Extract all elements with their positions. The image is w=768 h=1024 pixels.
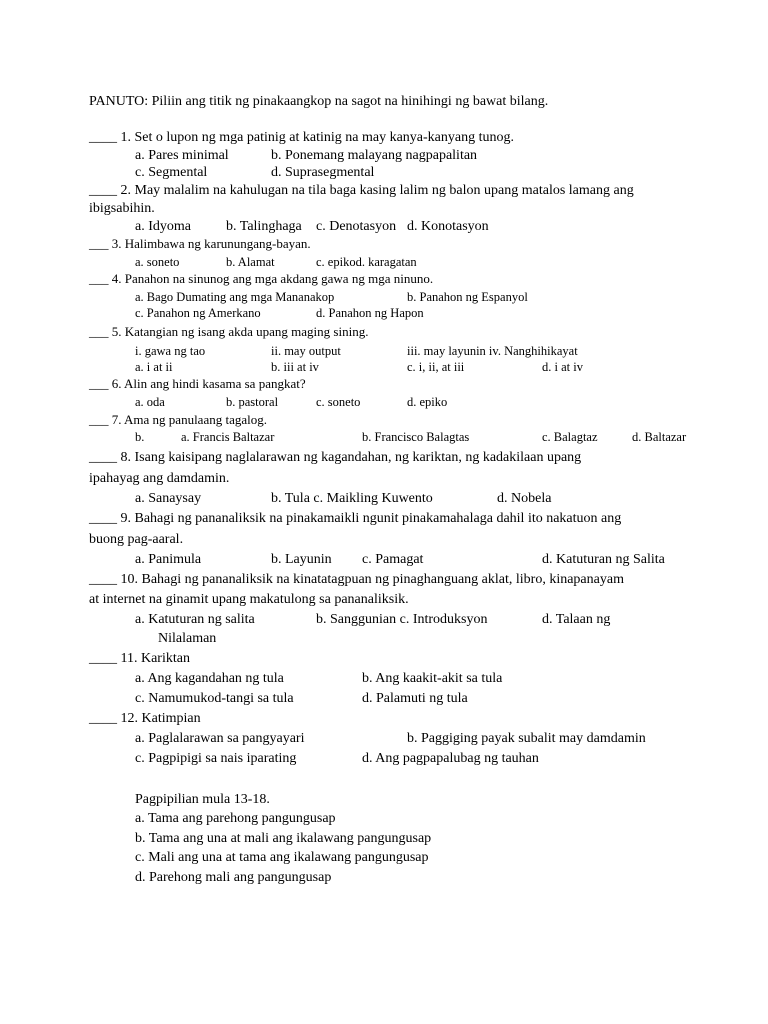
q11-option-d: d. Palamuti ng tula bbox=[362, 691, 468, 706]
q2-option-b: b. Talinghaga bbox=[226, 219, 302, 234]
q10-option-bc: b. Sanggunian c. Introduksyon bbox=[316, 612, 488, 627]
choice-b: b. Tama ang una at mali ang ikalawang pangungusap bbox=[135, 831, 432, 846]
question-9-cont: buong pag-aaral. bbox=[89, 532, 184, 547]
q5-statement-iii-iv: iii. may layunin iv. Nanghihikayat bbox=[407, 344, 578, 358]
question-11: ____ 11. Kariktan bbox=[89, 651, 190, 666]
question-2: ____ 2. May malalim na kahulugan na tila baga kasing lalim ng balon upang matalos lamang ang bbox=[89, 183, 634, 198]
q1-option-a: a. Pares minimal bbox=[135, 148, 229, 163]
instruction: PANUTO: Piliin ang titik ng pinakaangkop na sagot na hinihingi ng bawat bilang. bbox=[89, 94, 549, 109]
q7-option-c: c. Balagtaz bbox=[542, 430, 598, 444]
choices-heading: Pagpipilian mula 13-18. bbox=[135, 792, 270, 807]
q12-option-c: c. Pagpipigi sa nais iparating bbox=[135, 751, 297, 766]
question-1: ____ 1. Set o lupon ng mga patinig at katinig na may kanya-kanyang tunog. bbox=[89, 130, 514, 145]
q12-option-b: b. Paggiging payak subalit may damdamin bbox=[407, 731, 646, 746]
q4-option-a: a. Bago Dumating ang mga Mananakop bbox=[135, 290, 335, 304]
q12-option-a: a. Paglalarawan sa pangyayari bbox=[135, 731, 305, 746]
q2-option-d: d. Konotasyon bbox=[407, 219, 489, 234]
q6-option-c: c. soneto bbox=[316, 395, 361, 409]
q8-option-d: d. Nobela bbox=[497, 491, 552, 506]
q9-option-b: b. Layunin bbox=[271, 552, 332, 567]
question-4: ___ 4. Panahon na sinunog ang mga akdang gawa ng mga ninuno. bbox=[89, 271, 434, 286]
q6-option-b: b. pastoral bbox=[226, 395, 279, 409]
q11-option-a: a. Ang kagandahan ng tula bbox=[135, 671, 284, 686]
q7-option-d: d. Baltazar bbox=[632, 430, 687, 444]
q11-option-c: c. Namumukod-tangi sa tula bbox=[135, 691, 294, 706]
q4-option-d: d. Panahon ng Hapon bbox=[316, 306, 424, 320]
q9-option-a: a. Panimula bbox=[135, 552, 202, 567]
q1-option-b: b. Ponemang malayang nagpapalitan bbox=[271, 148, 478, 163]
q9-option-c: c. Pamagat bbox=[362, 552, 424, 567]
question-8-cont: ipahayag ang damdamin. bbox=[89, 471, 230, 486]
question-3: ___ 3. Halimbawa ng karunungang-bayan. bbox=[89, 236, 311, 251]
q8-option-a: a. Sanaysay bbox=[135, 491, 202, 506]
q3-option-a: a. soneto bbox=[135, 255, 180, 269]
q9-option-d: d. Katuturan ng Salita bbox=[542, 552, 665, 567]
q4-option-c: c. Panahon ng Amerkano bbox=[135, 306, 261, 320]
question-5: ___ 5. Katangian ng isang akda upang maging sining. bbox=[89, 324, 369, 339]
q5-option-d: d. i at iv bbox=[542, 360, 583, 374]
q1-option-c: c. Segmental bbox=[135, 165, 208, 180]
choice-a: a. Tama ang parehong pangungusap bbox=[135, 811, 336, 826]
question-10-cont: at internet na ginamit upang makatulong sa pananaliksik. bbox=[89, 592, 409, 607]
q4-option-b: b. Panahon ng Espanyol bbox=[407, 290, 528, 304]
q5-option-b: b. iii at iv bbox=[271, 360, 319, 374]
q5-statement-i: i. gawa ng tao bbox=[135, 344, 206, 358]
q12-option-d: d. Ang pagpapalubag ng tauhan bbox=[362, 751, 539, 766]
question-12: ____ 12. Katimpian bbox=[89, 711, 201, 726]
question-6: ___ 6. Alin ang hindi kasama sa pangkat? bbox=[89, 376, 306, 391]
q10-option-d: d. Talaan ng bbox=[542, 612, 611, 627]
q3-option-cd: c. epikod. karagatan bbox=[316, 255, 417, 269]
q7-option-b: b. Francisco Balagtas bbox=[362, 430, 470, 444]
q7-list-marker: b. bbox=[135, 430, 145, 444]
question-7: ___ 7. Ama ng panulaang tagalog. bbox=[89, 412, 267, 427]
q7-option-a: a. Francis Baltazar bbox=[181, 430, 275, 444]
question-2-cont: ibigsabihin. bbox=[89, 201, 155, 216]
q6-option-a: a. oda bbox=[135, 395, 165, 409]
q1-option-d: d. Suprasegmental bbox=[271, 165, 375, 180]
question-8: ____ 8. Isang kaisipang naglalarawan ng kagandahan, ng kariktan, ng kadakilaan upang bbox=[89, 450, 582, 465]
q10-option-a: a. Katuturan ng salita bbox=[135, 612, 255, 627]
q5-option-c: c. i, ii, at iii bbox=[407, 360, 465, 374]
q3-option-b: b. Alamat bbox=[226, 255, 275, 269]
choice-c: c. Mali ang una at tama ang ikalawang pangungusap bbox=[135, 850, 429, 865]
q10-option-d-cont: Nilalaman bbox=[158, 631, 217, 646]
q8-option-bc: b. Tula c. Maikling Kuwento bbox=[271, 491, 433, 506]
q11-option-b: b. Ang kaakit-akit sa tula bbox=[362, 671, 503, 686]
question-10: ____ 10. Bahagi ng pananaliksik na kinatatagpuan ng pinaghanguang aklat, libro, kinapanayam bbox=[89, 572, 624, 587]
choice-d: d. Parehong mali ang pangungusap bbox=[135, 870, 332, 885]
q5-option-a: a. i at ii bbox=[135, 360, 173, 374]
q2-option-a: a. Idyoma bbox=[135, 219, 191, 234]
q2-option-c: c. Denotasyon bbox=[316, 219, 397, 234]
question-9: ____ 9. Bahagi ng pananaliksik na pinakamaikli ngunit pinakamahalaga dahil ito nakatuon ang bbox=[89, 511, 622, 526]
q6-option-d: d. epiko bbox=[407, 395, 448, 409]
q5-statement-ii: ii. may output bbox=[271, 344, 341, 358]
